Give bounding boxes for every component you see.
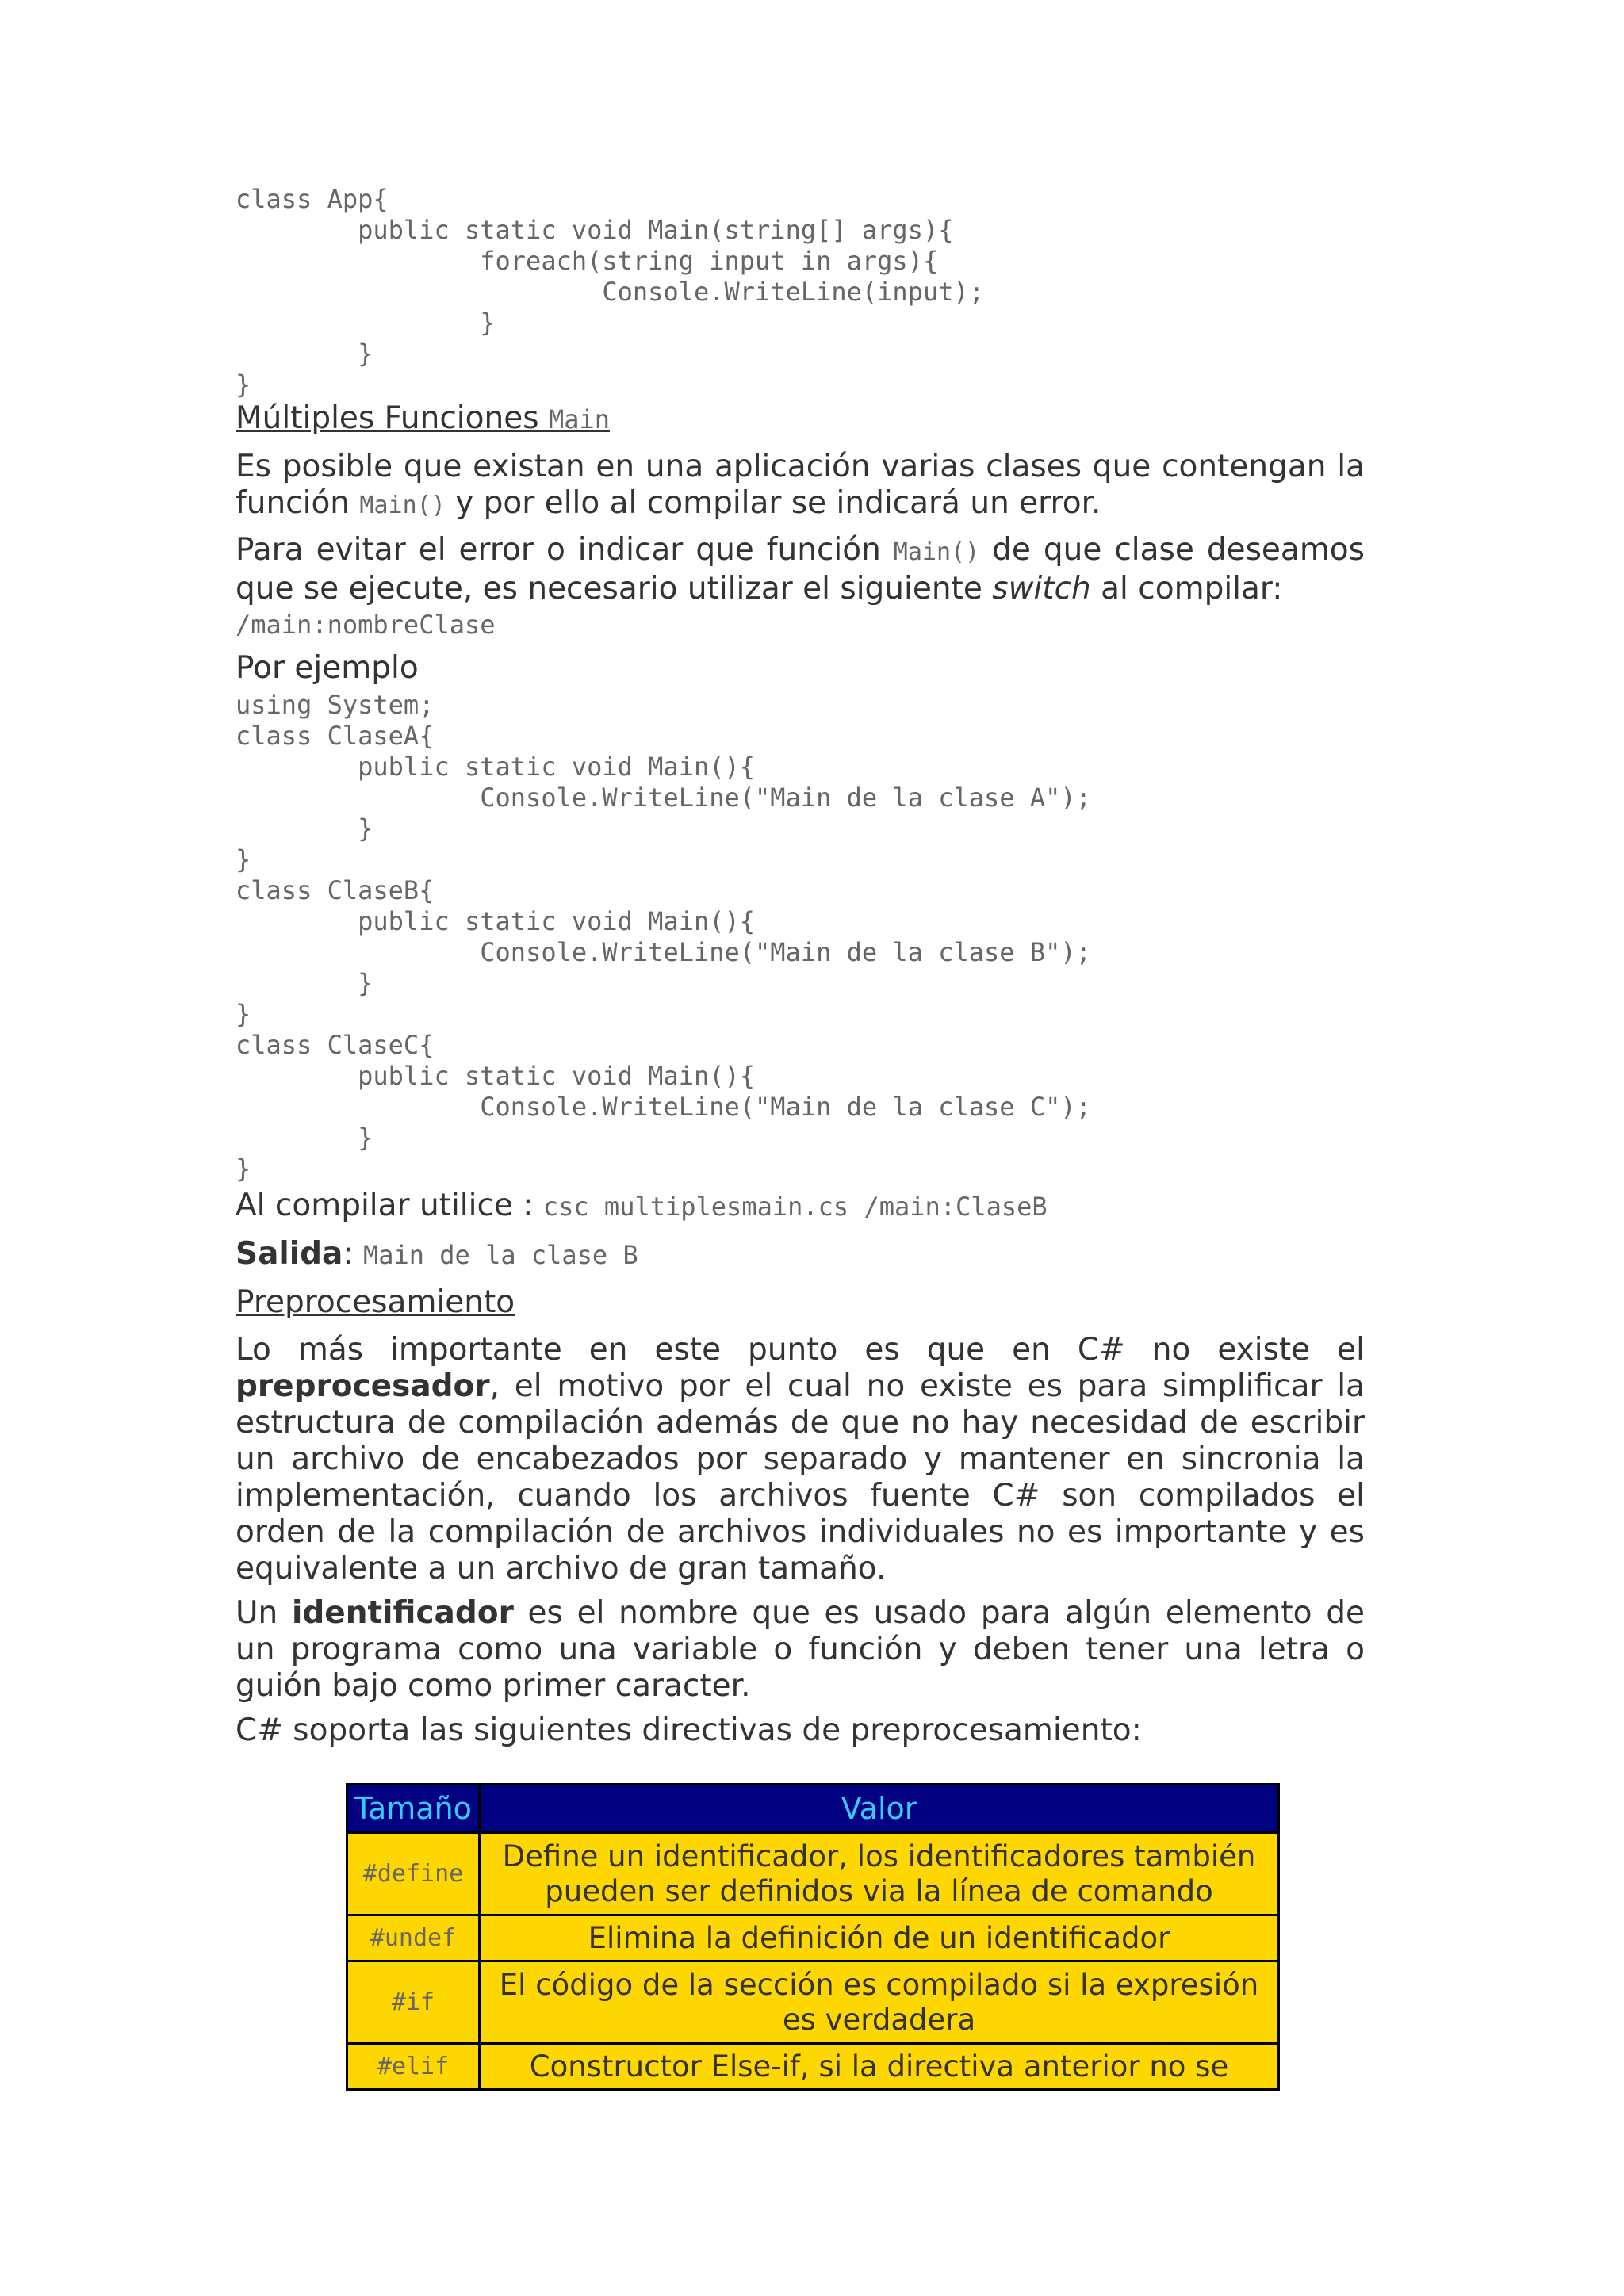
text-run: Es posible que existan en una aplicación varias clases que contengan la función (236, 449, 1365, 521)
directive-description: El código de la sección es compilado si la expresión es verdadera (480, 1961, 1279, 2044)
code-line: } (236, 339, 373, 369)
text-run: Al compilar utilice : (236, 1188, 543, 1223)
inline-code: csc multiplesmain.cs /main:ClaseB (542, 1192, 1048, 1222)
table-row (347, 1833, 1279, 1915)
code-line: } (236, 844, 251, 874)
code-line: } (236, 1154, 251, 1184)
code-line: class ClaseA{ (236, 721, 435, 751)
emphasis-switch: switch (992, 571, 1091, 607)
compile-instruction (236, 1188, 1365, 1225)
bold-term: identificador (292, 1595, 514, 1631)
code-line: class ClaseB{ (236, 875, 435, 905)
table-header-row (347, 1785, 1279, 1833)
text-run: , el motivo por el cual no existe es para simplificar la estructura de compilación además de que no hay necesidad de escribir un archivo de encabezados por separado y mantener en sincronia la implementación, cuando los archivos fuente C# son compilados el orden de la compilación de archivos individuales no es importante y es equivalente a un archivo de gran tamaño. (236, 1368, 1365, 1586)
paragraph-multiple-classes (236, 449, 1365, 524)
text-run: al compilar: (1090, 571, 1283, 607)
example-label: Por ejemplo (236, 650, 419, 686)
section-heading-preprocessing: Preprocesamiento (236, 1284, 515, 1320)
code-line: } (236, 968, 373, 998)
directive-description: Define un identificador, los identificadores también pueden ser definidos via la línea de comando (480, 1833, 1279, 1915)
code-line: Console.WriteLine(input); (236, 277, 985, 307)
table-row (347, 1961, 1279, 2044)
inline-code: Main() (359, 492, 446, 519)
directive-description: Constructor Else-if, si la directiva anterior no se (480, 2044, 1279, 2090)
inline-code: Main de la clase B (362, 1240, 638, 1270)
code-line: foreach(string input in args){ (236, 246, 939, 276)
directive-key: #define (347, 1833, 480, 1915)
heading-text: Múltiples Funciones (236, 400, 549, 436)
code-line: Console.WriteLine("Main de la clase B"); (236, 937, 1091, 967)
paragraph-identifier (236, 1595, 1365, 1705)
output-line (236, 1236, 1365, 1273)
code-line: } (236, 308, 496, 338)
code-line: public static void Main(string[] args){ (236, 215, 954, 245)
section-heading-multiple-main (236, 400, 1365, 438)
text-run: y por ello al compilar se indicará un error. (445, 485, 1101, 521)
directive-description: Elimina la definición de un identificador (480, 1915, 1279, 1961)
directives-table (346, 1783, 1280, 2091)
text-run: es el nombre que es usado para algún elemento de un programa como una variable o función y deben tener una letra o guión bajo como primer caracter. (236, 1595, 1365, 1704)
code-line: Console.WriteLine("Main de la clase A"); (236, 783, 1091, 813)
paragraph-directives-intro: C# soporta las siguientes directivas de preprocesamiento: (236, 1712, 1142, 1748)
heading-code: Main (548, 404, 610, 434)
code-line: class ClaseC{ (236, 1030, 435, 1060)
directive-key: #undef (347, 1915, 480, 1961)
switch-syntax: /main:nombreClase (236, 610, 496, 640)
table-row (347, 1915, 1279, 1961)
column-header: Valor (480, 1785, 1279, 1833)
code-line: } (236, 813, 373, 844)
code-block-app (236, 184, 1365, 400)
code-line: Console.WriteLine("Main de la clase C"); (236, 1092, 1091, 1122)
text-run: Un (236, 1595, 292, 1631)
paragraph-avoid-error (236, 532, 1365, 607)
code-block-classes (236, 690, 1365, 1184)
bold-term: preprocesador (236, 1368, 490, 1404)
code-line: } (236, 999, 251, 1029)
code-line: public static void Main(){ (236, 1061, 756, 1091)
code-line: } (236, 1123, 373, 1153)
output-label: Salida (236, 1236, 343, 1272)
directive-key: #elif (347, 2044, 480, 2090)
code-line: using System; (236, 690, 435, 720)
text-run: Lo más importante en este punto es que en C# no existe el (236, 1332, 1365, 1368)
code-line: } (236, 369, 251, 400)
column-header: Tamaño (347, 1785, 480, 1833)
paragraph-preprocessor (236, 1332, 1365, 1587)
text-run: Para evitar el error o indicar que función (236, 532, 894, 568)
directive-key: #if (347, 1961, 480, 2044)
code-line: public static void Main(){ (236, 752, 756, 782)
text-run: : (343, 1236, 363, 1272)
code-line: class App{ (236, 184, 389, 214)
document-page (236, 184, 1365, 1749)
inline-code: Main() (893, 538, 980, 566)
text-run: de que clase deseamos que se ejecute, es necesario utilizar el siguiente (236, 532, 1365, 607)
table-row (347, 2044, 1279, 2090)
code-line: public static void Main(){ (236, 906, 756, 936)
